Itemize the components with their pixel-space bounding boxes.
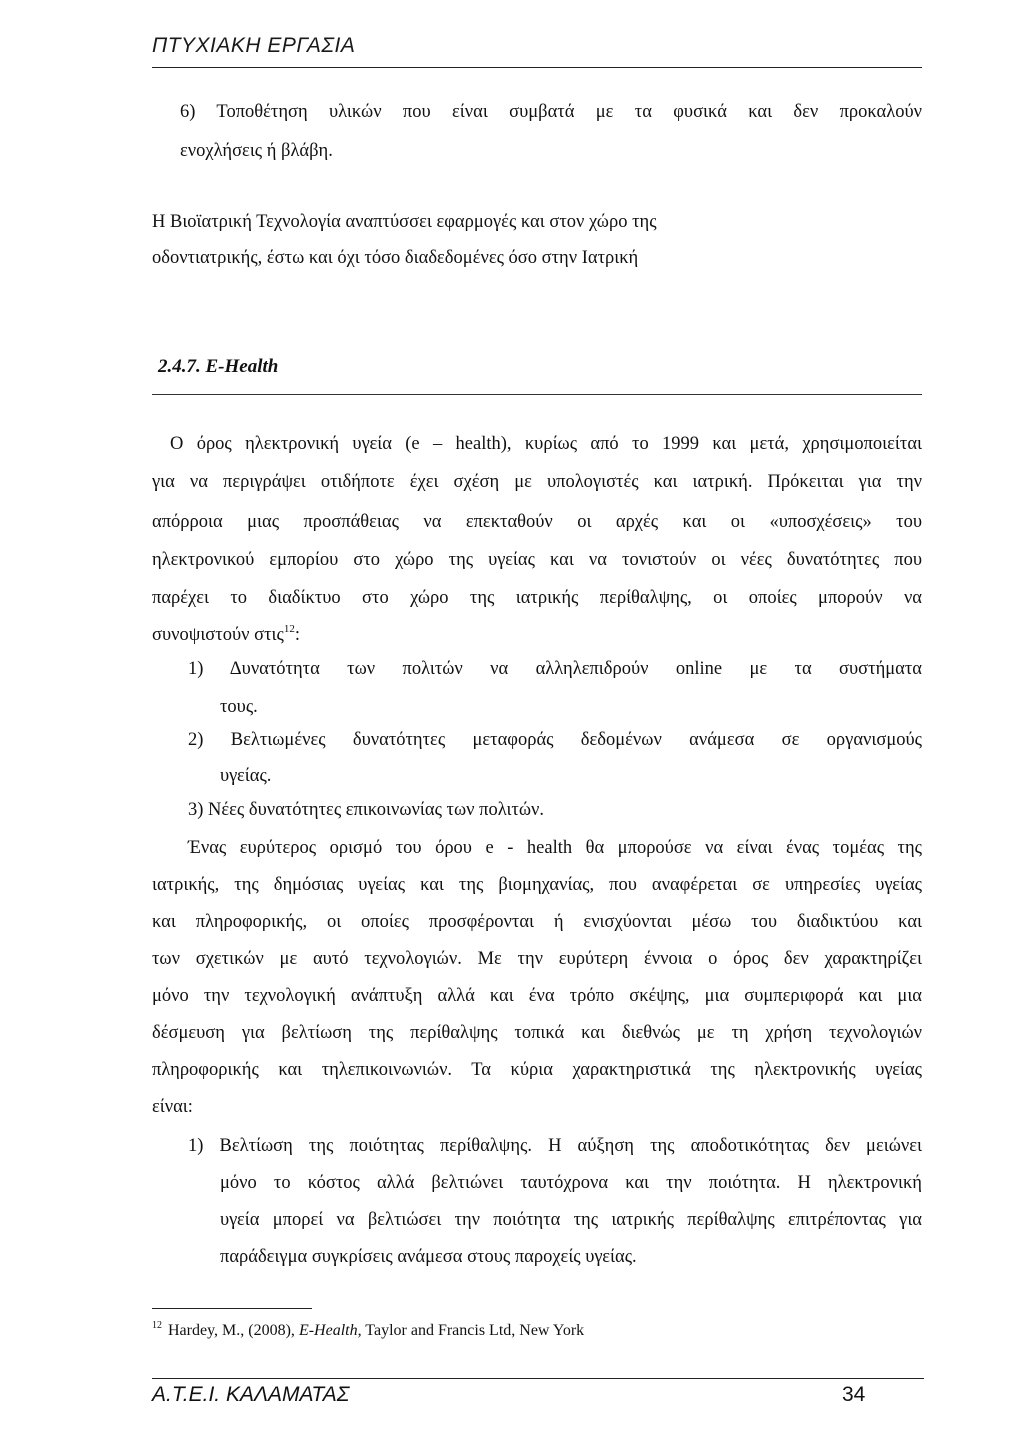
- footnote-text-after: Taylor and Francis Ltd, New York: [361, 1322, 585, 1339]
- paragraph-1-line-2: για να περιγράψει οτιδήποτε έχει σχέση με υπολογιστές και ιατρική. Πρόκειται για την: [152, 472, 922, 492]
- footnote-reference: 12: [283, 623, 295, 635]
- intro-line-2: οδοντιατρικής, έστω και όχι τόσο διαδεδομένες όσο στην Ιατρική: [152, 248, 639, 268]
- paragraph-2-line-8: είναι:: [152, 1097, 193, 1117]
- section-heading: [158, 356, 278, 378]
- list-a-item-1-line-2: τους.: [220, 697, 258, 717]
- footer-rule: [152, 1378, 924, 1379]
- section-number: 2.4.7.: [158, 356, 201, 377]
- list-b-item-1-line-4: παράδειγμα συγκρίσεις ανάμεσα στους παροχείς υγείας.: [220, 1247, 637, 1267]
- paragraph-1-line-3: απόρροια μιας προσπάθειας να επεκταθούν οι αρχές και οι «υποσχέσεις» του: [152, 512, 922, 532]
- list-b-item-1-line-2: μόνο το κόστος αλλά βελτιώνει ταυτόχρονα και την ποιότητα. Η ηλεκτρονική: [220, 1173, 922, 1193]
- footnote-rule: [152, 1308, 312, 1309]
- list-a-item-1-line-1: 1) Δυνατότητα των πολιτών να αλληλεπιδρούν online με τα συστήματα: [188, 659, 922, 679]
- footer-institution: Α.Τ.Ε.Ι. ΚΑΛΑΜΑΤΑΣ: [152, 1383, 350, 1406]
- footnote-number: 12: [152, 1320, 162, 1331]
- paragraph-1-line-1: Ο όρος ηλεκτρονική υγεία (e – health), κυρίως από το 1999 και μετά, χρησιμοποιείται: [170, 434, 922, 454]
- paragraph-2-line-6: δέσμευση για βελτίωση της περίθαλψης τοπικά και διεθνώς με τη χρήση τεχνολογιών: [152, 1023, 922, 1043]
- paragraph-2-line-5: μόνο την τεχνολογική ανάπτυξη αλλά και ένα τρόπο σκέψης, μια συμπεριφορά και μια: [152, 986, 922, 1006]
- list-item-6-line-2: ενοχλήσεις ή βλάβη.: [180, 141, 333, 161]
- intro-line-1: Η Βιοϊατρική Τεχνολογία αναπτύσσει εφαρμογές και στον χώρο της: [152, 212, 657, 232]
- paragraph-1-line-5: παρέχει το διαδίκτυο στο χώρο της ιατρικής περίθαλψης, οι οποίες μπορούν να: [152, 588, 922, 608]
- section-rule: [152, 394, 922, 395]
- paragraph-1-line-6-text: συνοψιστούν στις: [152, 625, 284, 645]
- list-a-item-3-line-1: 3) Νέες δυνατότητες επικοινωνίας των πολιτών.: [188, 800, 545, 820]
- paragraph-1-line-6-colon: :: [294, 625, 300, 645]
- list-item-6-line-1: 6) Τοποθέτηση υλικών που είναι συμβατά με τα φυσικά και δεν προκαλούν: [180, 102, 922, 122]
- section-title: E-Health: [205, 356, 279, 377]
- paragraph-2-line-3: και πληροφορικής, οι οποίες προσφέρονται ή ενισχύονται μέσω του διαδικτύου και: [152, 912, 922, 932]
- footnote-text-before: Hardey, M., (2008),: [168, 1322, 299, 1339]
- list-a-item-2-line-2: υγείας.: [220, 766, 272, 786]
- footnote: [152, 1320, 584, 1340]
- footnote-title: E-Health,: [298, 1322, 362, 1339]
- paragraph-2-line-2: ιατρικής, της δημόσιας υγείας και της βιομηχανίας, που αναφέρεται σε υπηρεσίες υγείας: [152, 875, 922, 895]
- paragraph-1-line-4: ηλεκτρονικού εμπορίου στο χώρο της υγείας και να τονιστούν οι νέες δυνατότητες που: [152, 550, 922, 570]
- paragraph-2-line-7: πληροφορικής και τηλεπικοινωνιών. Τα κύρια χαρακτηριστικά της ηλεκτρονικής υγείας: [152, 1060, 922, 1080]
- paragraph-1-line-6: [152, 624, 300, 645]
- header-rule: [152, 67, 922, 68]
- page-number: 34: [842, 1383, 866, 1406]
- list-b-item-1-line-3: υγεία μπορεί να βελτιώσει την ποιότητα της ιατρικής περίθαλψης επιτρέποντας για: [220, 1210, 922, 1230]
- list-b-item-1-line-1: 1) Βελτίωση της ποιότητας περίθαλψης. Η αύξηση της αποδοτικότητας δεν μειώνει: [188, 1136, 922, 1156]
- running-header: ΠΤΥΧΙΑΚΗ ΕΡΓΑΣΙΑ: [152, 34, 356, 57]
- paragraph-2-line-1: Ένας ευρύτερος ορισμό του όρου e - health θα μπορούσε να είναι ένας τομέας της: [188, 838, 922, 858]
- paragraph-2-line-4: των σχετικών με αυτό τεχνολογιών. Με την ευρύτερη έννοια ο όρος δεν χαρακτηρίζει: [152, 949, 922, 969]
- list-a-item-2-line-1: 2) Βελτιωμένες δυνατότητες μεταφοράς δεδομένων ανάμεσα σε οργανισμούς: [188, 730, 922, 750]
